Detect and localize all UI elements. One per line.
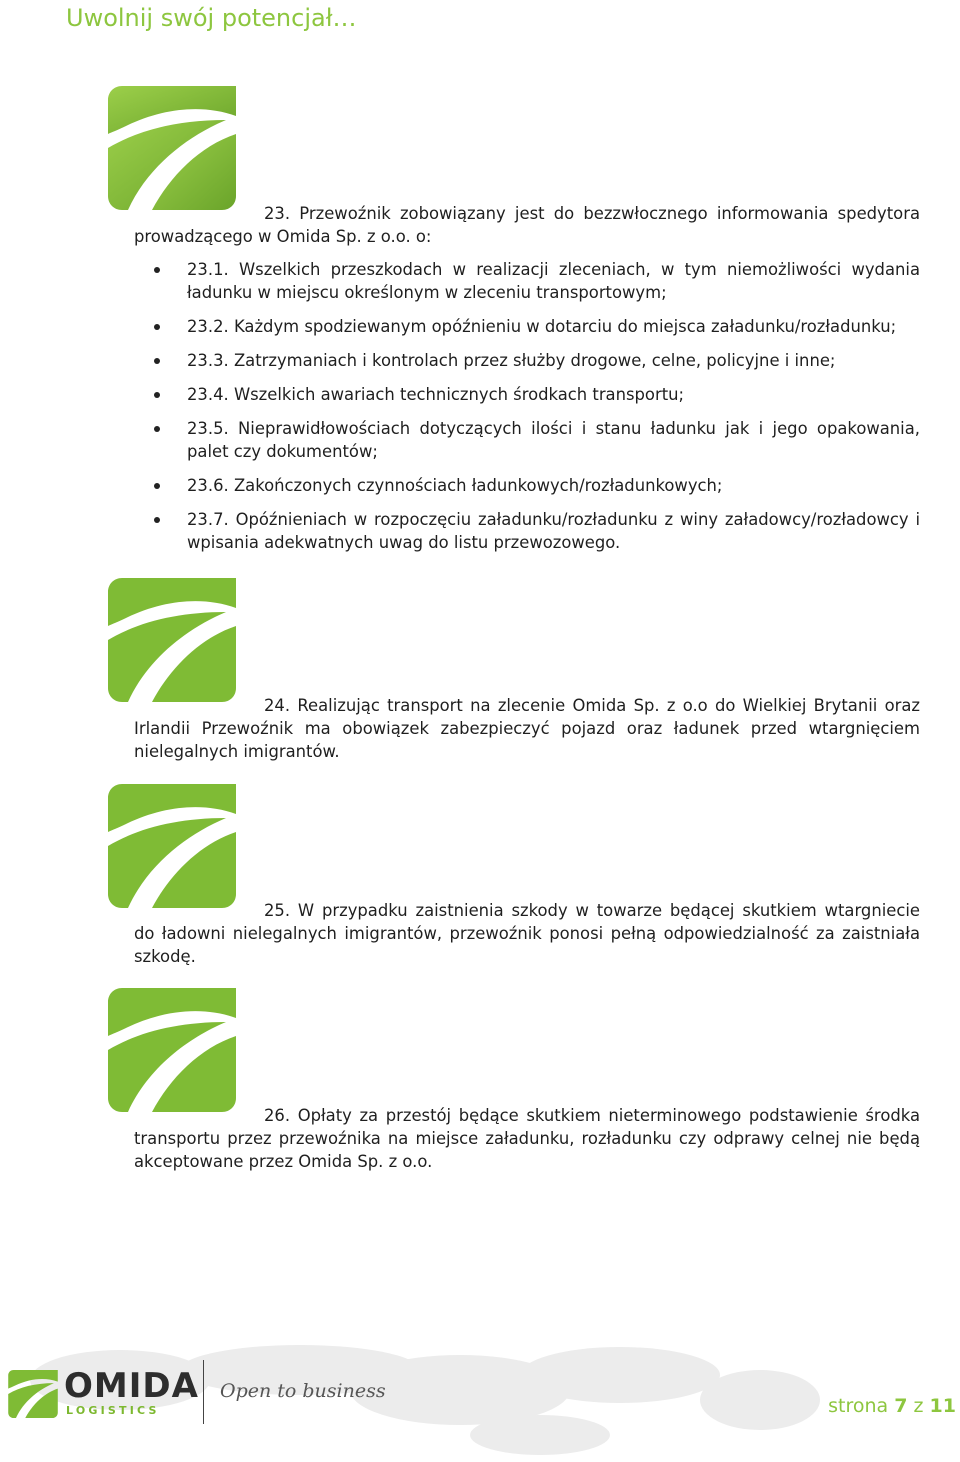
list-item	[134, 474, 920, 497]
item-number: 23.5.	[187, 419, 229, 438]
item-text: Wszelkich przeszkodach w realizacji zleceniach, w tym niemożliwości wydania ładunku w miejscu określonym w zleceniu transportowym;	[187, 260, 920, 302]
item-text: Zakończonych czynnościach ładunkowych/rozładunkowych;	[233, 476, 723, 495]
brand-slogan: Open to business	[220, 1380, 386, 1402]
item-number: 23.4.	[187, 385, 229, 404]
omida-road-logo-icon	[108, 988, 236, 1112]
item-number: 23.2.	[187, 317, 229, 336]
page-total: 11	[929, 1395, 956, 1417]
section-23-number: 23.	[264, 204, 291, 223]
section-25	[134, 899, 920, 968]
list-item	[134, 315, 920, 338]
list-item	[134, 349, 920, 372]
item-text: Opóźnieniach w rozpoczęciu załadunku/rozładunku z winy załadowcy/rozładowcy i wpisania adekwatnych uwag do listu przewozowego.	[187, 510, 920, 552]
section-25-number: 25.	[264, 901, 291, 920]
section-25-text: W przypadku zaistnienia szkody w towarze będącej skutkiem wtargniecie do ładowni nielegalnych imigrantów, przewoźnik ponosi pełną odpowiedzialność za zaistniała szkodę.	[134, 901, 920, 966]
omida-road-logo-icon	[108, 86, 236, 210]
section-24-text: Realizując transport na zlecenie Omida Sp. z o.o do Wielkiej Brytanii oraz Irlandii Przewoźnik ma obowiązek zabezpieczyć pojazd oraz ładunek przed wtargnięciem nielegalnych imigrantów.	[134, 696, 920, 761]
omida-road-logo-icon	[108, 784, 236, 908]
section-26-text: Opłaty za przestój będące skutkiem nieterminowego podstawienie środka transportu przez przewoźnika na miejsce załadunku, rozładunku czy odprawy celnej nie będą akceptowane przez Omida Sp. z o.o.	[134, 1106, 920, 1171]
section-23-intro	[134, 202, 920, 248]
item-number: 23.7.	[187, 510, 229, 529]
footer-divider	[203, 1360, 204, 1424]
page-current: 7	[894, 1395, 908, 1417]
section-24	[134, 694, 920, 763]
page-header-title: Uwolnij swój potencjał…	[66, 4, 357, 32]
section-26	[134, 1104, 920, 1173]
item-number: 23.6.	[187, 476, 229, 495]
item-text: Nieprawidłowościach dotyczących ilości i stanu ładunku jak i jego opakowania, palet czy dokumentów;	[187, 419, 920, 461]
item-text: Każdym spodziewanym opóźnieniu w dotarciu do miejsca załadunku/rozładunku;	[233, 317, 897, 336]
item-number: 23.1.	[187, 260, 229, 279]
item-number: 23.3.	[187, 351, 229, 370]
omida-footer-logo-icon	[8, 1370, 58, 1418]
section-23-intro-text: Przewoźnik zobowiązany jest do bezzwłocznego informowania spedytora prowadzącego w Omida Sp. z o.o. o:	[134, 204, 920, 246]
list-item	[134, 508, 920, 554]
omida-road-logo-icon	[108, 578, 236, 702]
list-item	[134, 383, 920, 406]
brand-name: OMIDA	[64, 1366, 199, 1406]
page-number	[828, 1395, 956, 1417]
item-text: Zatrzymaniach i kontrolach przez służby drogowe, celne, policyjne i inne;	[233, 351, 836, 370]
brand-subtitle: LOGISTICS	[66, 1404, 160, 1417]
item-text: Wszelkich awariach technicznych środkach transportu;	[233, 385, 685, 404]
page-prefix: strona	[828, 1395, 889, 1417]
list-item	[134, 258, 920, 304]
list-item	[134, 417, 920, 463]
section-26-number: 26.	[264, 1106, 291, 1125]
page-separator: z	[913, 1395, 924, 1417]
section-24-number: 24.	[264, 696, 291, 715]
section-23-list	[134, 258, 920, 565]
